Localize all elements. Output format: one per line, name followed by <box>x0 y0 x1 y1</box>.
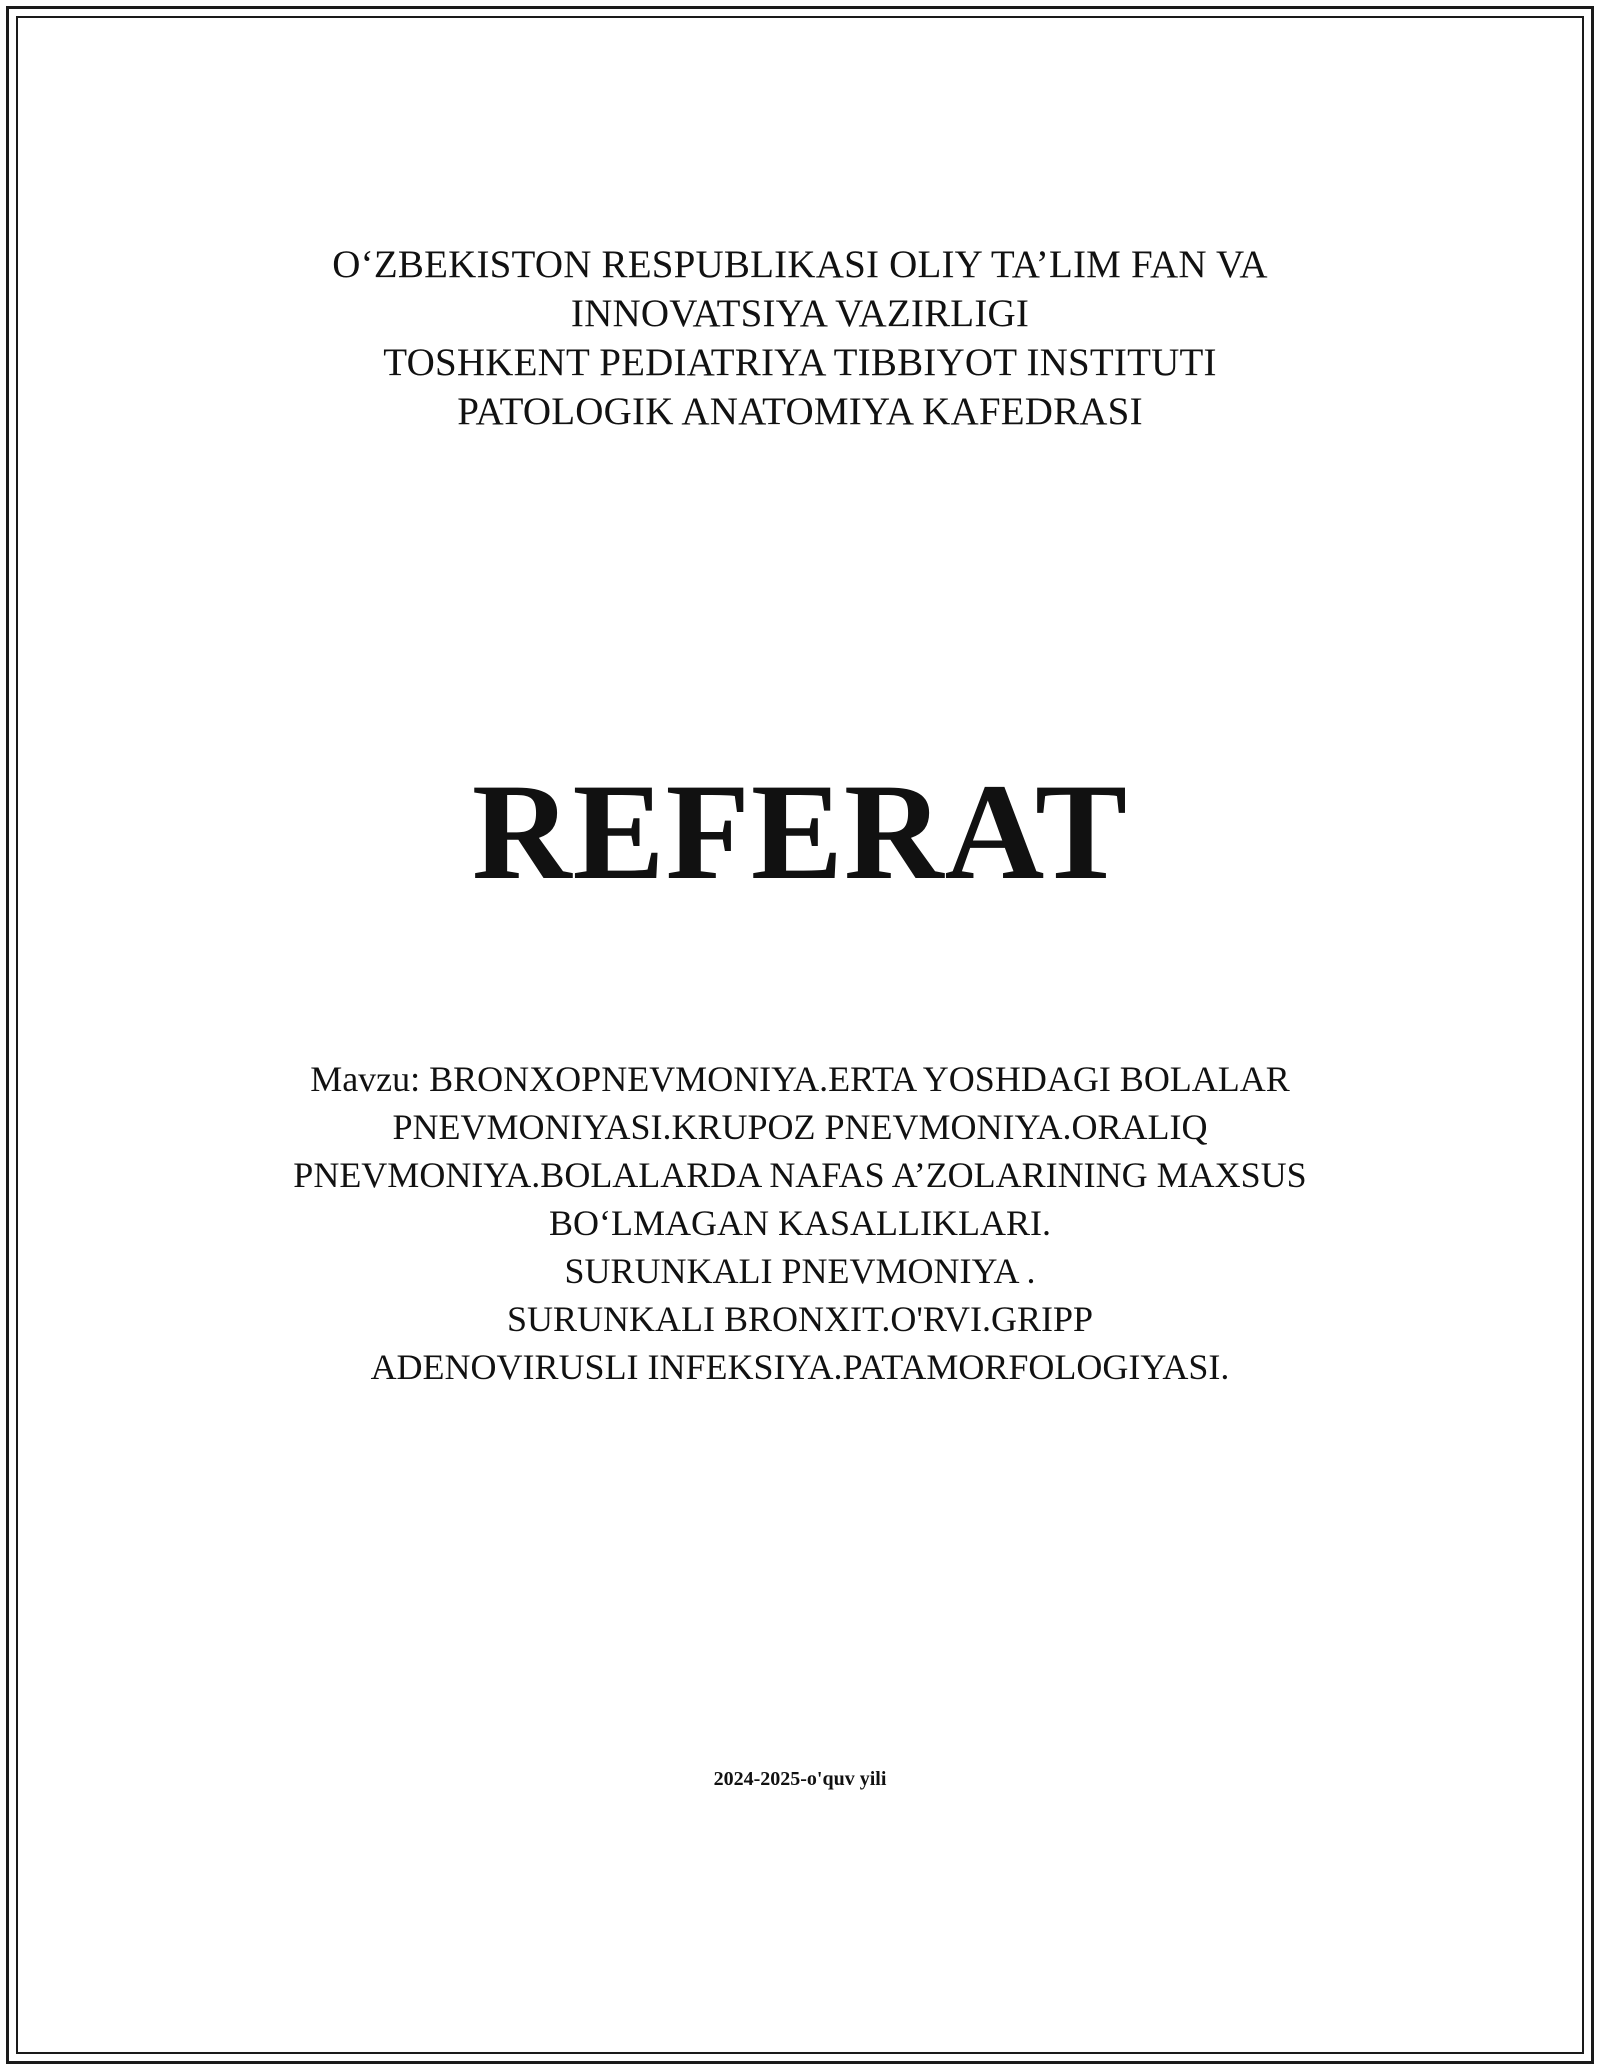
header-line-institute: TOSHKENT PEDIATRIYA TIBBIYOT INSTITUTI <box>383 341 1217 384</box>
header-line-ministry-1: O‘ZBEKISTON RESPUBLIKASI OLIY TA’LIM FAN VA <box>332 243 1268 286</box>
topic-line-5: SURUNKALI PNEVMONIYA . <box>564 1251 1036 1291</box>
topic-line-3: PNEVMONIYA.BOLALARDA NAFAS A’ZOLARINING MAXSUS <box>293 1155 1307 1195</box>
document-title: REFERAT <box>471 755 1129 908</box>
institution-header <box>0 240 1600 436</box>
header-line-department: PATOLOGIK ANATOMIYA KAFEDRASI <box>457 390 1143 433</box>
topic-line-2: PNEVMONIYASI.KRUPOZ PNEVMONIYA.ORALIQ <box>392 1107 1208 1147</box>
topic-line-6: SURUNKALI BRONXIT.O'RVI.GRIPP <box>507 1299 1093 1339</box>
topic-line-4: BO‘LMAGAN KASALLIKLARI. <box>549 1203 1051 1243</box>
topic-block <box>0 1055 1600 1391</box>
header-line-ministry-2: INNOVATSIYA VAZIRLIGI <box>570 292 1030 335</box>
topic-line-1: Mavzu: BRONXOPNEVMONIYA.ERTA YOSHDAGI BOLALAR <box>310 1059 1290 1099</box>
topic-line-7: ADENOVIRUSLI INFEKSIYA.PATAMORFOLOGIYASI. <box>370 1347 1230 1387</box>
academic-year: 2024-2025-o'quv yili <box>713 1768 887 1790</box>
